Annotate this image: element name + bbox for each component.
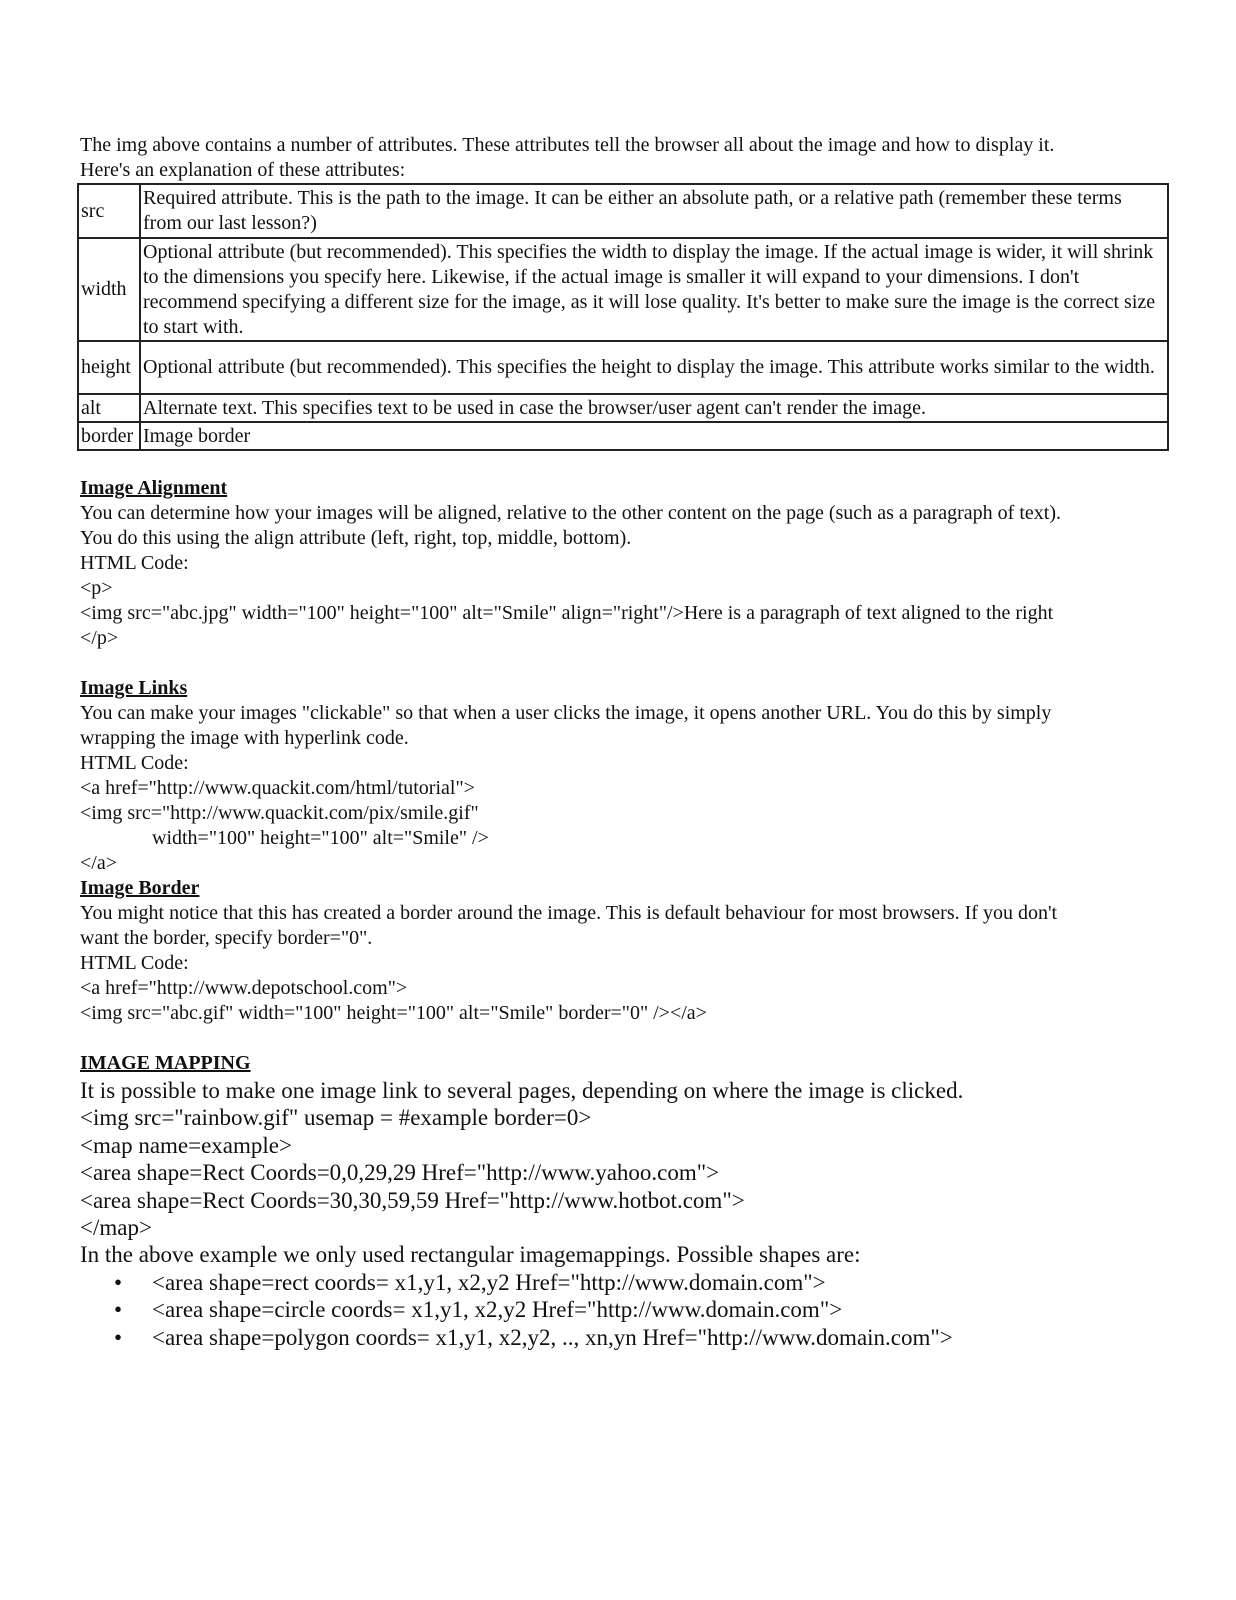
code-line: </p> [80, 627, 119, 649]
intro-paragraph [80, 133, 1170, 183]
code-line: <img src="abc.jpg" width="100" height="100" alt="Smile" align="right"/>Here is a paragraph of text aligned to the right [80, 602, 1054, 624]
list-item [80, 1324, 1170, 1351]
intro-line: Here's an explanation of these attributes: [80, 159, 406, 181]
code-line: </a> [80, 852, 117, 874]
text-line: You can determine how your images will be aligned, relative to the other content on the page (such as a paragraph of text). [80, 502, 1061, 524]
list-item-text: <area shape=circle coords= x1,y1, x2,y2 Href="http://www.domain.com"> [152, 1297, 843, 1323]
image-mapping-section [80, 1050, 1170, 1351]
bullet-icon: • [114, 1269, 123, 1295]
image-alignment-section [80, 476, 1170, 651]
text-line: It is possible to make one image link to several pages, depending on where the image is clicked. [80, 1078, 964, 1103]
image-links-section [80, 676, 1170, 1026]
section-heading: Image Border [80, 877, 200, 899]
shapes-list [80, 1269, 1170, 1351]
bullet-icon: • [114, 1324, 123, 1350]
text-line: You might notice that this has created a border around the image. This is default behaviour for most browsers. If you don't [80, 902, 1058, 924]
attr-name: height [78, 341, 140, 394]
text-line: wrapping the image with hyperlink code. [80, 727, 409, 749]
bullet-icon: • [114, 1297, 123, 1323]
attr-desc: Alternate text. This specifies text to be used in case the browser/user agent can't render the image. [140, 394, 1168, 422]
code-line: <area shape=Rect Coords=30,30,59,59 Href="http://www.hotbot.com"> [80, 1187, 745, 1213]
code-line: <img src="http://www.quackit.com/pix/smile.gif" [80, 802, 479, 824]
text-line: want the border, specify border="0". [80, 927, 373, 949]
list-item [80, 1269, 1170, 1296]
section-heading: Image Alignment [80, 477, 228, 499]
table-row [78, 238, 1168, 341]
attr-desc: Image border [140, 422, 1168, 450]
list-item [80, 1296, 1170, 1323]
section-heading: IMAGE MAPPING [80, 1052, 251, 1074]
intro-line: The img above contains a number of attributes. These attributes tell the browser all about the image and how to display it. [80, 134, 1055, 156]
table-row [78, 341, 1168, 394]
table-row [78, 394, 1168, 422]
text-line: HTML Code: [80, 552, 189, 574]
code-line: </map> [80, 1215, 152, 1241]
attr-name: width [78, 238, 140, 341]
code-line: <a href="http://www.depotschool.com"> [80, 977, 408, 999]
text-line: You can make your images "clickable" so that when a user clicks the image, it opens another URL. You do this by simply [80, 702, 1052, 724]
attr-name: src [78, 184, 140, 238]
attr-desc: Optional attribute (but recommended). This specifies the height to display the image. This attribute works similar to the width. [140, 341, 1168, 394]
code-line: <a href="http://www.quackit.com/html/tutorial"> [80, 777, 475, 799]
table-row [78, 422, 1168, 450]
code-line: <img src="abc.gif" width="100" height="100" alt="Smile" border="0" /></a> [80, 1002, 707, 1024]
list-item-text: <area shape=rect coords= x1,y1, x2,y2 Href="http://www.domain.com"> [152, 1269, 826, 1295]
attributes-table [77, 183, 1169, 451]
text-line: In the above example we only used rectangular imagemappings. Possible shapes are: [80, 1242, 861, 1268]
attr-name: alt [78, 394, 140, 422]
text-line: You do this using the align attribute (left, right, top, middle, bottom). [80, 527, 632, 549]
section-heading: Image Links [80, 677, 188, 699]
list-item-text: <area shape=polygon coords= x1,y1, x2,y2, .., xn,yn Href="http://www.domain.com"> [152, 1324, 953, 1350]
table-row [78, 184, 1168, 238]
text-line: HTML Code: [80, 952, 189, 974]
attr-desc: Required attribute. This is the path to the image. It can be either an absolute path, or a relative path (remember these terms from our last lesson?) [140, 184, 1168, 238]
code-line: <map name=example> [80, 1132, 292, 1158]
code-line: <img src="rainbow.gif" usemap = #example border=0> [80, 1105, 592, 1131]
attr-name: border [78, 422, 140, 450]
code-line: <area shape=Rect Coords=0,0,29,29 Href="http://www.yahoo.com"> [80, 1160, 720, 1186]
text-line: HTML Code: [80, 752, 189, 774]
code-line: width="100" height="100" alt="Smile" /> [152, 827, 489, 849]
code-line: <p> [80, 577, 113, 599]
attr-desc: Optional attribute (but recommended). This specifies the width to display the image. If the actual image is wider, it will shrink to the dimensions you specify here. Likewise, if the actual image is smaller it will expand to your dimensions. I don't recommend specifying a different size for the image, as it will lose quality. It's better to make sure the image is the correct size to start with. [140, 238, 1168, 341]
